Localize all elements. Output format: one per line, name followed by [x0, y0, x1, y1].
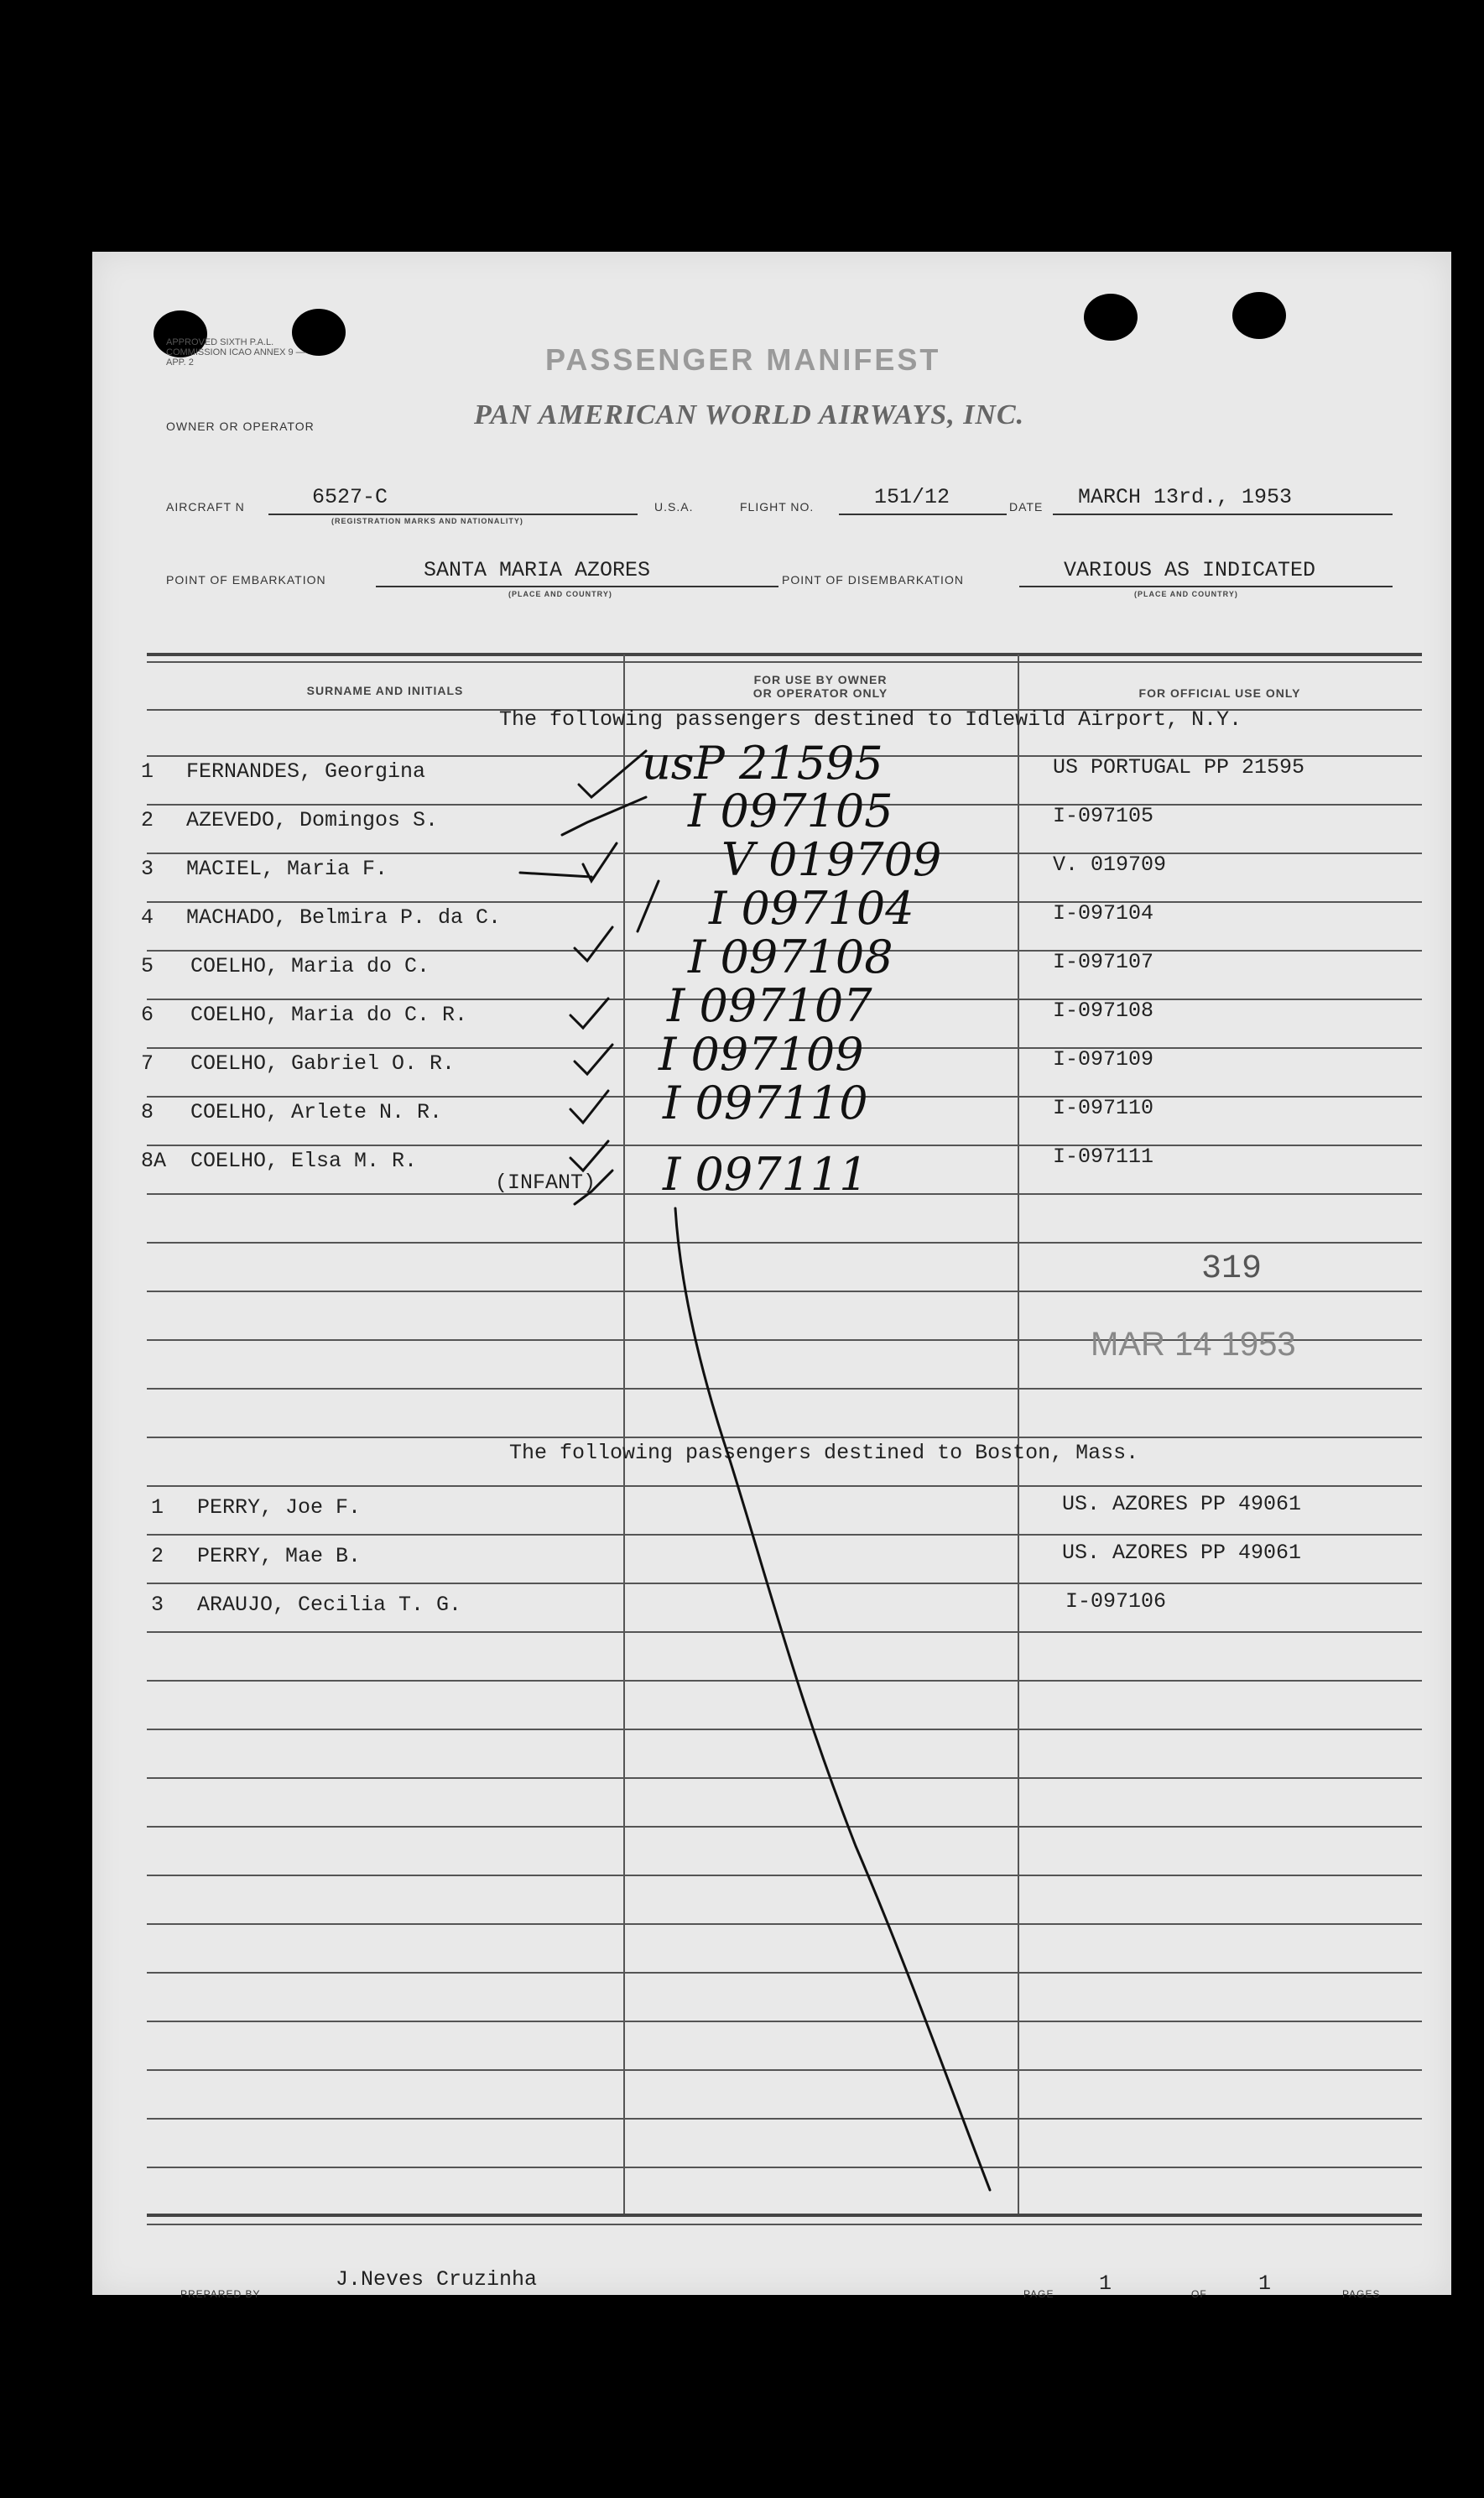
check-mark: [579, 751, 646, 797]
handwritten-document-number: I 097109: [659, 1028, 864, 1081]
official-entry: I-097110: [1053, 1096, 1154, 1120]
disembarkation-value: VARIOUS AS INDICATED: [1064, 558, 1316, 582]
passenger-name: PERRY, Joe F.: [197, 1495, 362, 1520]
document-title: PASSENGER MANIFEST: [545, 342, 941, 377]
section-heading-boston: The following passengers destined to Boston, Mass.: [509, 1441, 1139, 1465]
row-number: 1: [141, 759, 154, 784]
row-number: 4: [141, 905, 154, 930]
prepared-by-label: PREPARED BY: [180, 2288, 261, 2300]
handwritten-document-number: I 097107: [667, 979, 872, 1032]
long-stroke: [675, 1208, 990, 2190]
flight-label: FLIGHT NO.: [740, 500, 815, 514]
passenger-name: ARAUJO, Cecilia T. G.: [197, 1593, 462, 1617]
row-number: 6: [141, 1003, 154, 1027]
column-header-surname: SURNAME AND INITIALS: [306, 684, 464, 697]
infant-note: (INFANT): [495, 1171, 596, 1195]
date-label: DATE: [1009, 500, 1044, 514]
aircraft-value: 6527-C: [312, 485, 388, 509]
page-count: 1: [1258, 2271, 1272, 2296]
official-entry: I-097109: [1053, 1047, 1154, 1072]
row-number: 3: [151, 1593, 164, 1617]
handwritten-document-number: I 097108: [688, 931, 893, 983]
handwritten-document-number: usP 21595: [642, 737, 883, 790]
official-entry: I-097111: [1053, 1145, 1154, 1169]
row-number: 3: [141, 857, 154, 881]
date-value: MARCH 13rd., 1953: [1078, 485, 1293, 509]
passenger-name: COELHO, Maria do C. R.: [190, 1003, 468, 1027]
check-mark: [570, 1141, 608, 1171]
handwritten-document-number: I 097111: [663, 1148, 868, 1201]
check-mark: [520, 843, 617, 881]
check-mark: [570, 1091, 608, 1123]
date-stamp: MAR 14 1953: [1091, 1326, 1296, 1363]
row-number: 2: [141, 808, 154, 832]
check-mark: [575, 1171, 612, 1204]
passenger-name: COELHO, Gabriel O. R.: [190, 1051, 456, 1076]
check-mark: [575, 927, 612, 961]
row-number: 1: [151, 1495, 164, 1520]
aircraft-sublabel: (REGISTRATION MARKS AND NATIONALITY): [331, 517, 523, 525]
official-entry: V. 019709: [1053, 853, 1167, 877]
official-entry: I-097105: [1053, 804, 1154, 828]
check-mark: [562, 797, 646, 835]
row-number: 5: [141, 954, 154, 978]
passenger-name: MACIEL, Maria F.: [186, 857, 388, 881]
official-entry: US. AZORES PP 49061: [1062, 1492, 1302, 1516]
official-entry: I-097104: [1053, 901, 1154, 926]
check-mark: [570, 999, 608, 1028]
embarkation-value: SANTA MARIA AZORES: [424, 558, 651, 582]
embarkation-sublabel: (PLACE AND COUNTRY): [508, 590, 612, 598]
check-mark: [638, 881, 659, 931]
passenger-name: FERNANDES, Georgina: [186, 759, 426, 784]
row-number: 7: [141, 1051, 154, 1076]
row-number: 2: [151, 1544, 164, 1568]
disembarkation-sublabel: (PLACE AND COUNTRY): [1134, 590, 1238, 598]
official-entry: I-097106: [1065, 1589, 1167, 1614]
row-number: 8A: [141, 1149, 167, 1173]
owner-label: OWNER OR OPERATOR: [166, 420, 315, 433]
usa-label: U.S.A.: [654, 500, 694, 514]
prepared-by-value: J.Neves Cruzinha: [336, 2267, 538, 2292]
handwritten-document-number: V 019709: [721, 833, 942, 886]
of-label: OF: [1191, 2288, 1207, 2300]
passenger-name: MACHADO, Belmira P. da C.: [186, 905, 502, 930]
approval-note: APPROVED SIXTH P.A.L. COMMISSION ICAO ANNEX 9 — APP. 2: [166, 337, 305, 368]
official-entry: US. AZORES PP 49061: [1062, 1541, 1302, 1565]
pages-label: PAGES: [1342, 2288, 1381, 2300]
column-header-official: FOR OFFICIAL USE ONLY: [1138, 686, 1301, 700]
section-heading-idlewild: The following passengers destined to Idlewild Airport, N.Y.: [499, 707, 1242, 732]
passenger-name: COELHO, Elsa M. R.: [190, 1149, 418, 1173]
column-header-owner-1: FOR USE BY OWNER: [753, 673, 888, 686]
flight-value: 151/12: [874, 485, 950, 509]
official-entry: I-097108: [1053, 999, 1154, 1023]
passenger-name: PERRY, Mae B.: [197, 1544, 362, 1568]
aircraft-label: AIRCRAFT N: [166, 500, 245, 514]
official-entry: I-097107: [1053, 950, 1154, 974]
embarkation-label: POINT OF EMBARKATION: [166, 573, 326, 587]
handwritten-document-number: I 097110: [663, 1077, 868, 1129]
passenger-name: COELHO, Maria do C.: [190, 954, 430, 978]
row-number: 8: [141, 1100, 154, 1124]
handwritten-document-number: I 097105: [688, 785, 893, 837]
column-header-owner-2: OR OPERATOR ONLY: [752, 686, 888, 700]
check-mark: [575, 1045, 612, 1074]
stamp-number: 319: [1201, 1250, 1263, 1288]
official-entry: US PORTUGAL PP 21595: [1053, 755, 1305, 780]
disembarkation-label: POINT OF DISEMBARKATION: [782, 573, 964, 587]
page-number: 1: [1099, 2271, 1112, 2296]
handwritten-document-number: I 097104: [709, 882, 914, 935]
page-label: PAGE: [1023, 2288, 1054, 2300]
operator-name: PAN AMERICAN WORLD AIRWAYS, INC.: [474, 399, 1025, 430]
passenger-name: COELHO, Arlete N. R.: [190, 1100, 443, 1124]
passenger-name: AZEVEDO, Domingos S.: [186, 808, 439, 832]
